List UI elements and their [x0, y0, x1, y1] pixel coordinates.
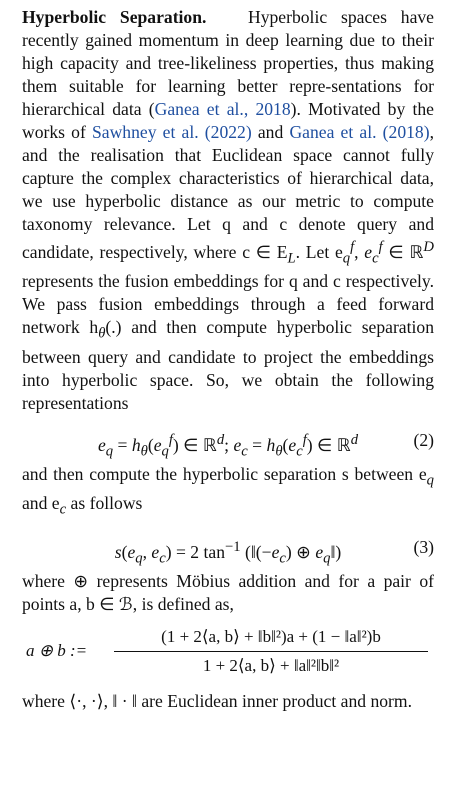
citation-ganea-2018-b[interactable]: Ganea et al. (2018): [289, 122, 430, 142]
intro-text-d: , and the realisation that Euclidean space cannot fully capture the complex characteristics of hierarchical data, we use hyperbolic distance as our metric to compute taxonomy relevance. Let q and c denote query and candidate, respectively, where c ∈ E: [22, 122, 434, 262]
section-heading: Hyperbolic Separation.: [22, 7, 207, 27]
fraction-bar: [114, 651, 428, 652]
mobius-lhs: a ⊕ b :=: [26, 640, 88, 660]
intro-text-f: ∈ ℝ: [382, 241, 424, 262]
citation-ganea-2018-a[interactable]: Ganea et al., 2018: [154, 99, 291, 119]
citation-sawhney-2022[interactable]: Sawhney et al. (2022): [92, 122, 252, 142]
equation-3: [22, 530, 434, 567]
mobius-denominator: 1 + 2⟨a, b⟩ + ‖a‖²‖b‖²: [202, 655, 340, 675]
mobius-numerator: (1 + 2⟨a, b⟩ + ‖b‖²)a + (1 − ‖a‖²)b: [161, 626, 381, 646]
paragraph-hyperbolic-intro: Hyperbolic Separation. Hyperbolic spaces have recently gained momentum in deep learning due to their high capacity and tree-likeliness properties, thus making them suitable for learning better repre-sentations for hierarchical data (Ganea et al., 2018). Motivated by the works of Sawhney et al. (2022) and Ganea et al. (2018), and the realisation that Euclidean space cannot fully capture the complex characteristics of hierarchical data, we use hyperbolic distance as our metric to compute taxonomy relevance. Let q and c denote query and candidate, respectively, where c ∈ $E_L$. Let $e_q^f$, $e_c^f$ ∈ ℝ$^D$ represents the fusion embeddings for q and c respectively. We pass fusion embeddings through a feed forward network $h_\theta(.)$ and then compute hyperbolic separation between query and candidate to project the embeddings into hyperbolic space. So, we obtain the following representations: [22, 7, 434, 413]
intro-text-b: ). Motivated by the works of: [22, 99, 434, 142]
intro-text-g: represents the fusion embeddings for q and c respectively. We pass fusion embeddings through a feed forward network h: [22, 271, 434, 338]
intro-text-c: and: [251, 122, 290, 142]
equation-3-body: $s(e_q$, $e_c) = 2$ $\tan^{-1}$ ($‖(-e_c)$ ⊕ $e_q‖$): [114, 538, 342, 567]
separation-text-c: as follows: [66, 493, 143, 514]
equation-3-number: (3): [413, 536, 434, 557]
equation-mobius-addition: [22, 622, 434, 682]
paper-section: [22, 6, 434, 713]
paragraph-inner-product: where ⟨·, ·⟩, ‖ · ‖ are Euclidean inner product and norm.: [22, 690, 412, 711]
paragraph-separation: and then compute the hyperbolic separation s between $e_q$ and $e_c$ as follows: [22, 463, 434, 518]
intro-text-e: . Let e: [295, 241, 343, 262]
equation-2-body: $e_q = h_\theta(e_q^f)$ ∈ ℝ$^d$; $e_c = h_\theta(e_c^f)$ ∈ ℝ$^d$: [97, 431, 359, 460]
intro-text-a: Hyperbolic spaces have recently gained momentum in deep learning due to their high capacity and tree-likeliness properties, thus making them suitable for learning better repre-sentations for hierarchical data (: [22, 7, 434, 119]
paragraph-mobius: where ⊕ represents Möbius addition and for a pair of points a, b ∈ ℬ, is defined as,: [22, 570, 434, 614]
separation-text-a: and then compute the hyperbolic separation s between e: [22, 463, 427, 484]
mobius-fraction: [114, 626, 428, 677]
equation-2: [22, 423, 434, 460]
equation-2-number: (2): [413, 429, 434, 450]
intro-text-h: (.) and then compute hyperbolic separation between query and candidate to project the embeddings into hyperbolic space. So, we obtain the following representations: [22, 317, 434, 413]
separation-text-b: and e: [22, 493, 60, 514]
